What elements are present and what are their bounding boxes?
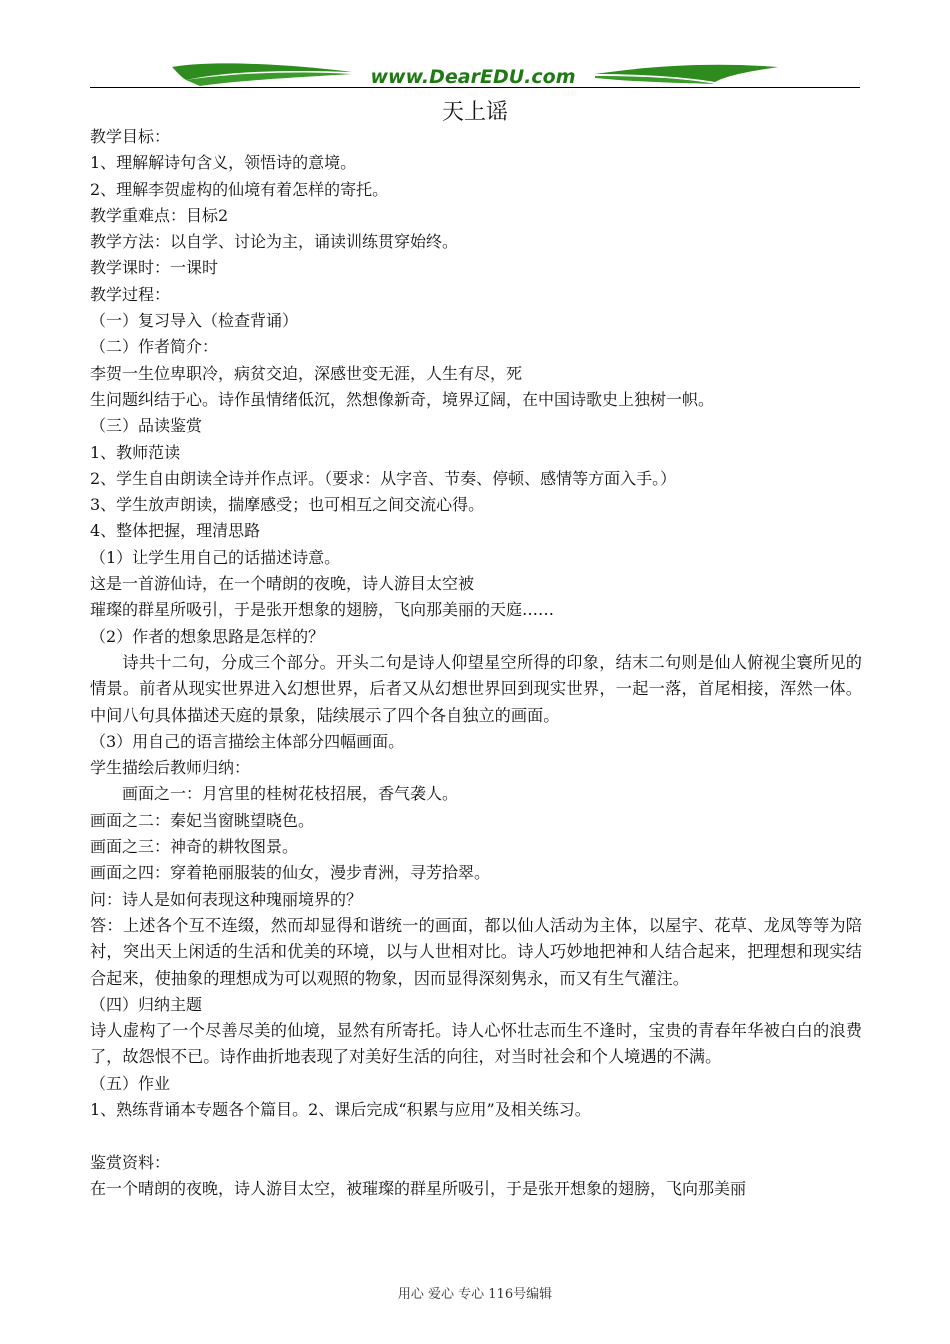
text-line: 教学目标： — [90, 127, 171, 146]
section-heading: （五）作业 — [90, 1073, 171, 1093]
text-line: 生问题纠结于心。诗作虽情绪低沉，然想像新奇，境界辽阔，在中国诗歌史上独树一帜。 — [90, 389, 715, 409]
section-heading: 教学过程： — [90, 284, 171, 304]
section-heading: （一）复习导入（检查背诵） — [90, 311, 299, 331]
site-logo-text: www.DearEDU.com — [370, 66, 576, 88]
text-line: 画面之四：穿着艳丽服装的仙女，漫步青洲，寻芳拾翠。 — [90, 863, 491, 883]
text-line: 画面之三：神奇的耕牧图景。 — [90, 837, 299, 857]
paragraph: 诗人虚构了一个尽善尽美的仙境，显然有所寄托。诗人心怀壮志而生不逢时，宝贵的青春年华被白白的浪费了，故怨恨不已。诗作曲折地表现了对美好生活的向往，对当时社会和个人境遇的不满。 — [90, 1021, 862, 1067]
paragraph: 诗共十二句，分成三个部分。开头二句是诗人仰望星空所得的印象，结末二句则是仙人俯视尘寰所见的情景。前者从现实世界进入幻想世界，后者又从幻想世界回到现实世界，一起一落，首尾相接，浑然一体。中间八句具体描述天庭的景象，陆续展示了四个各自独立的画面。 — [90, 652, 862, 725]
text-line: 3、学生放声朗读，揣摩感受；也可相互之间交流心得。 — [90, 495, 485, 515]
text-line: 画面之二：秦妃当窗眺望晓色。 — [90, 810, 315, 830]
page-title: 天上谣 — [441, 100, 508, 125]
section-heading: （四）归纳主题 — [90, 994, 203, 1014]
text-line: 学生描绘后教师归纳： — [90, 758, 251, 778]
text-line: 这是一首游仙诗，在一个晴朗的夜晚，诗人游目太空被 — [90, 574, 475, 594]
text-line: 李贺一生位卑职冷，病贫交迫，深感世变无涯，人生有尽，死 — [90, 363, 523, 383]
text-line: 在一个晴朗的夜晚，诗人游目太空，被璀璨的群星所吸引，于是张开想象的翅膀，飞向那美丽 — [90, 1178, 747, 1198]
text-line: 教学课时：一课时 — [90, 258, 219, 278]
text-line: 画面之一：月宫里的桂树花枝招展，香气袭人。 — [122, 784, 459, 804]
page-footer: 用心 爱心 专心 116号编辑 — [397, 1287, 553, 1302]
text-line: 4、整体把握，理清思路 — [90, 521, 261, 541]
sub-heading: （3）用自己的语言描绘主体部分四幅画面。 — [90, 731, 405, 751]
sub-heading: （2）作者的想象思路是怎样的？ — [90, 626, 325, 646]
text-line: 2、学生自由朗读全诗并作点评。（要求：从字音、节奏、停顿、感情等方面入手。） — [90, 468, 677, 488]
question-line: 问：诗人是如何表现这种瑰丽境界的？ — [90, 889, 363, 909]
text-line: 1、教师范读 — [90, 442, 181, 462]
header-rule — [90, 87, 860, 88]
section-heading: （三）品读鉴赏 — [90, 416, 203, 436]
blank-line — [90, 1123, 862, 1149]
text-line: 璀璨的群星所吸引，于是张开想象的翅膀，飞向那美丽的天庭…… — [90, 600, 555, 620]
text-line: 1、理解解诗句含义，领悟诗的意境。 — [90, 153, 357, 173]
sub-heading: （1）让学生用自己的话描述诗意。 — [90, 547, 341, 567]
section-heading: 鉴赏资料： — [90, 1152, 171, 1172]
text-line: 教学重难点：目标2 — [90, 205, 229, 225]
text-line: 2、理解李贺虚构的仙境有着怎样的寄托。 — [90, 179, 389, 199]
text-line: 1、熟练背诵本专题各个篇目。2、课后完成“积累与应用”及相关练习。 — [90, 1099, 591, 1119]
answer-paragraph: 答：上述各个互不连缀，然而却显得和谐统一的画面，都以仙人活动为主体，以屋宇、花草、龙凤等等为陪衬，突出天上闲适的生活和优美的环境，以与人世相对比。诗人巧妙地把神和人结合起来，把理想和现实结合起来，使抽象的理想成为可以观照的物象，因而显得深刻隽永，而又有生气灌注。 — [90, 915, 862, 988]
text-line: 教学方法：以自学、讨论为主，诵读训练贯穿始终。 — [90, 232, 459, 252]
section-heading: （二）作者简介： — [90, 337, 219, 357]
document-body — [90, 124, 862, 1202]
